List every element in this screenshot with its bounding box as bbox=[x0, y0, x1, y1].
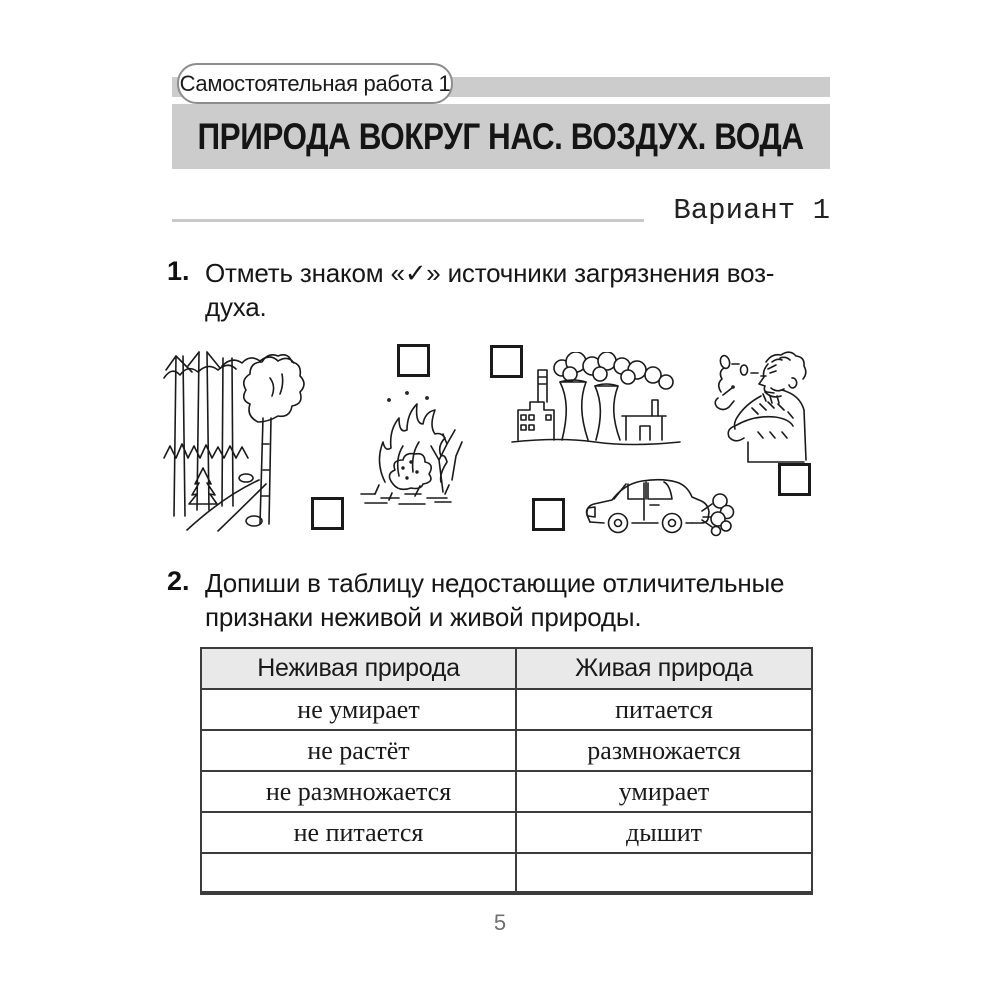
variant-rule bbox=[172, 219, 644, 222]
checkbox-car[interactable] bbox=[532, 498, 565, 531]
checkbox-smoking-person[interactable] bbox=[778, 463, 811, 496]
cell-living-2: размножается bbox=[516, 730, 812, 771]
table-row bbox=[201, 730, 812, 771]
title-band bbox=[172, 104, 830, 169]
nature-table bbox=[200, 647, 813, 895]
cell-living-4: дышит bbox=[516, 812, 812, 853]
smoking-person-illustration bbox=[708, 346, 810, 464]
table-row bbox=[201, 771, 812, 812]
task1-line2: духа. bbox=[205, 292, 267, 322]
task1-line1: Отметь знаком «✓» источники загрязнения воз- bbox=[205, 258, 775, 288]
badge-label: Самостоятельная работа 1 bbox=[179, 70, 451, 96]
header-living: Живая природа bbox=[516, 648, 812, 689]
table-empty-row bbox=[201, 853, 812, 893]
task2-text bbox=[205, 566, 845, 634]
task1-text bbox=[205, 256, 845, 324]
forest-illustration bbox=[162, 344, 310, 536]
header-nonliving: Неживая природа bbox=[201, 648, 516, 689]
cell-living-empty[interactable] bbox=[516, 853, 812, 893]
table-row bbox=[201, 812, 812, 853]
cell-nonliving-empty[interactable] bbox=[201, 853, 516, 893]
task1-number: 1. bbox=[167, 256, 190, 286]
burning-bushes-illustration bbox=[355, 390, 469, 508]
worksheet-badge bbox=[177, 63, 453, 104]
checkbox-burning-bushes[interactable] bbox=[397, 344, 430, 377]
cell-nonliving-1: не умирает bbox=[201, 689, 516, 730]
task2-number: 2. bbox=[167, 566, 190, 596]
factory-illustration bbox=[510, 352, 682, 452]
cell-nonliving-2: не растёт bbox=[201, 730, 516, 771]
cell-living-1: питается bbox=[516, 689, 812, 730]
table-header-row bbox=[201, 648, 812, 689]
task2-line1: Допиши в таблицу недостающие отличительные bbox=[205, 568, 785, 598]
task2-line2: признаки неживой и живой природы. bbox=[205, 602, 642, 632]
variant-label: Вариант 1 bbox=[673, 194, 830, 227]
cell-nonliving-4: не питается bbox=[201, 812, 516, 853]
checkbox-forest[interactable] bbox=[311, 497, 344, 530]
page-number: 5 bbox=[493, 910, 507, 935]
table-row bbox=[201, 689, 812, 730]
cell-living-3: умирает bbox=[516, 771, 812, 812]
page-title: ПРИРОДА ВОКРУГ НАС. ВОЗДУХ. ВОДА bbox=[197, 115, 805, 157]
car-exhaust-illustration bbox=[580, 468, 736, 538]
cell-nonliving-3: не размножается bbox=[201, 771, 516, 812]
